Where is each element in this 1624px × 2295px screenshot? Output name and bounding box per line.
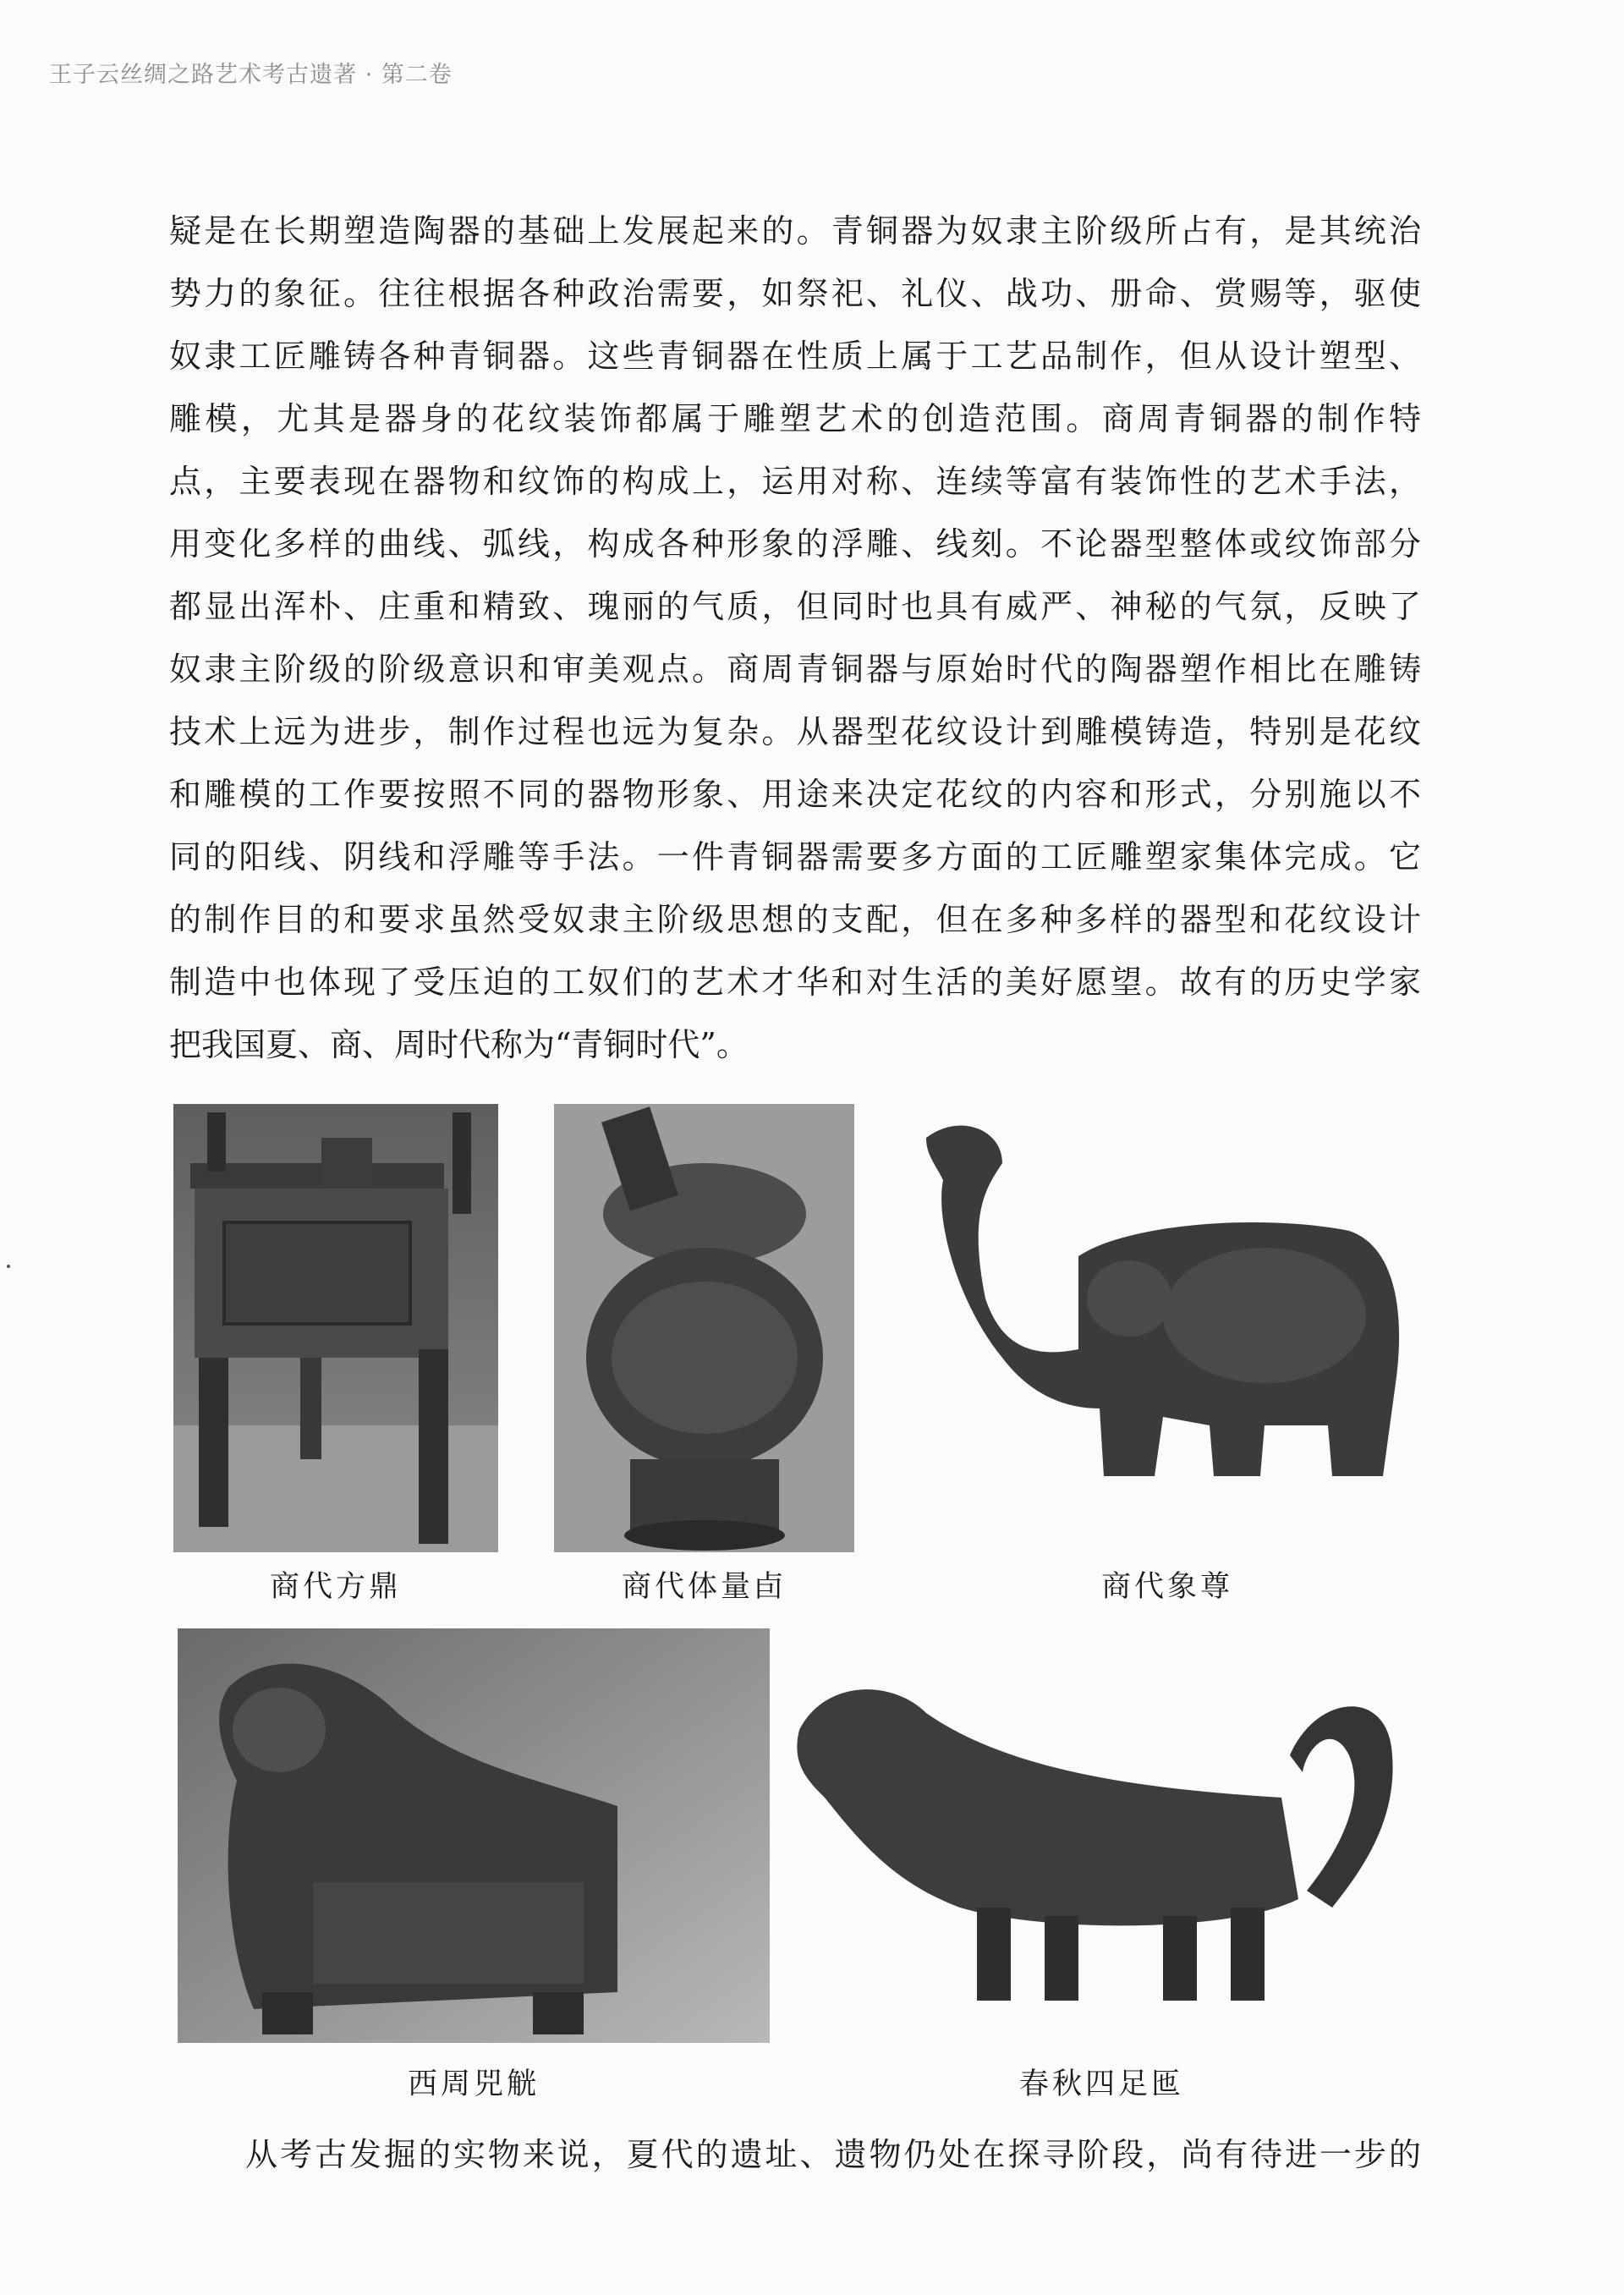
figure-you-photo bbox=[554, 1104, 854, 1552]
paragraph-line: 疑是在长期塑造陶器的基础上发展起来的。青铜器为奴隶主阶级所占有，是其统治 bbox=[169, 212, 1421, 250]
paragraph-line: 都显出浑朴、庄重和精致、瑰丽的气质，但同时也具有威严、神秘的气氛，反映了 bbox=[169, 588, 1421, 625]
paragraph-line: 奴隶工匠雕铸各种青铜器。这些青铜器在性质上属于工艺品制作，但从设计塑型、 bbox=[169, 338, 1421, 375]
figure-caption: 商代方鼎 bbox=[269, 1570, 402, 1604]
figure-yi-photo bbox=[791, 1628, 1413, 2026]
figure-caption: 商代体量卣 bbox=[621, 1570, 787, 1604]
paragraph-line: 奴隶主阶级的阶级意识和审美观点。商周青铜器与原始时代的陶器塑作相比在雕铸 bbox=[169, 651, 1421, 688]
figure-caption: 商代象尊 bbox=[1100, 1570, 1233, 1604]
figure-fangding-photo bbox=[173, 1104, 498, 1552]
figure-caption: 春秋四足匜 bbox=[1018, 2067, 1184, 2101]
paragraph-line: 制造中也体现了受压迫的工奴们的艺术才华和对生活的美好愿望。故有的历史学家 bbox=[169, 964, 1421, 1001]
continuation-paragraph: 从考古发掘的实物来说，夏代的遗址、遗物仍处在探寻阶段，尚有待进一步的 bbox=[245, 2136, 1421, 2173]
main-paragraph bbox=[169, 200, 1421, 1076]
paragraph-line: 技术上远为进步，制作过程也远为复杂。从器型花纹设计到雕模铸造，特别是花纹 bbox=[169, 713, 1421, 750]
paragraph-line: 同的阳线、阴线和浮雕等手法。一件青铜器需要多方面的工匠雕塑家集体完成。它 bbox=[169, 838, 1421, 876]
paragraph-line: 把我国夏、商、周时代称为“青铜时代”。 bbox=[169, 1026, 749, 1063]
paragraph-line: 用变化多样的曲线、弧线，构成各种形象的浮雕、线刻。不论器型整体或纹饰部分 bbox=[169, 525, 1421, 563]
figure-guang-photo bbox=[178, 1628, 770, 2043]
figure-caption: 西周兕觥 bbox=[407, 2067, 540, 2101]
paragraph-line: 雕模，尤其是器身的花纹装饰都属于雕塑艺术的创造范围。商周青铜器的制作特 bbox=[169, 400, 1421, 437]
paragraph-line: 点，主要表现在器物和纹饰的构成上，运用对称、连续等富有装饰性的艺术手法， bbox=[169, 463, 1421, 500]
paragraph-line: 和雕模的工作要按照不同的器物形象、用途来决定花纹的内容和形式，分别施以不 bbox=[169, 776, 1421, 813]
scan-speck bbox=[7, 1265, 10, 1268]
paragraph-line: 势力的象征。往往根据各种政治需要，如祭祀、礼仪、战功、册命、赏赐等，驱使 bbox=[169, 275, 1421, 312]
figure-xiangzun-photo bbox=[909, 1104, 1425, 1548]
paragraph-line: 的制作目的和要求虽然受奴隶主阶级思想的支配，但在多种多样的器型和花纹设计 bbox=[169, 901, 1421, 938]
running-header: 王子云丝绸之路艺术考古遗著 · 第二卷 bbox=[49, 62, 453, 88]
